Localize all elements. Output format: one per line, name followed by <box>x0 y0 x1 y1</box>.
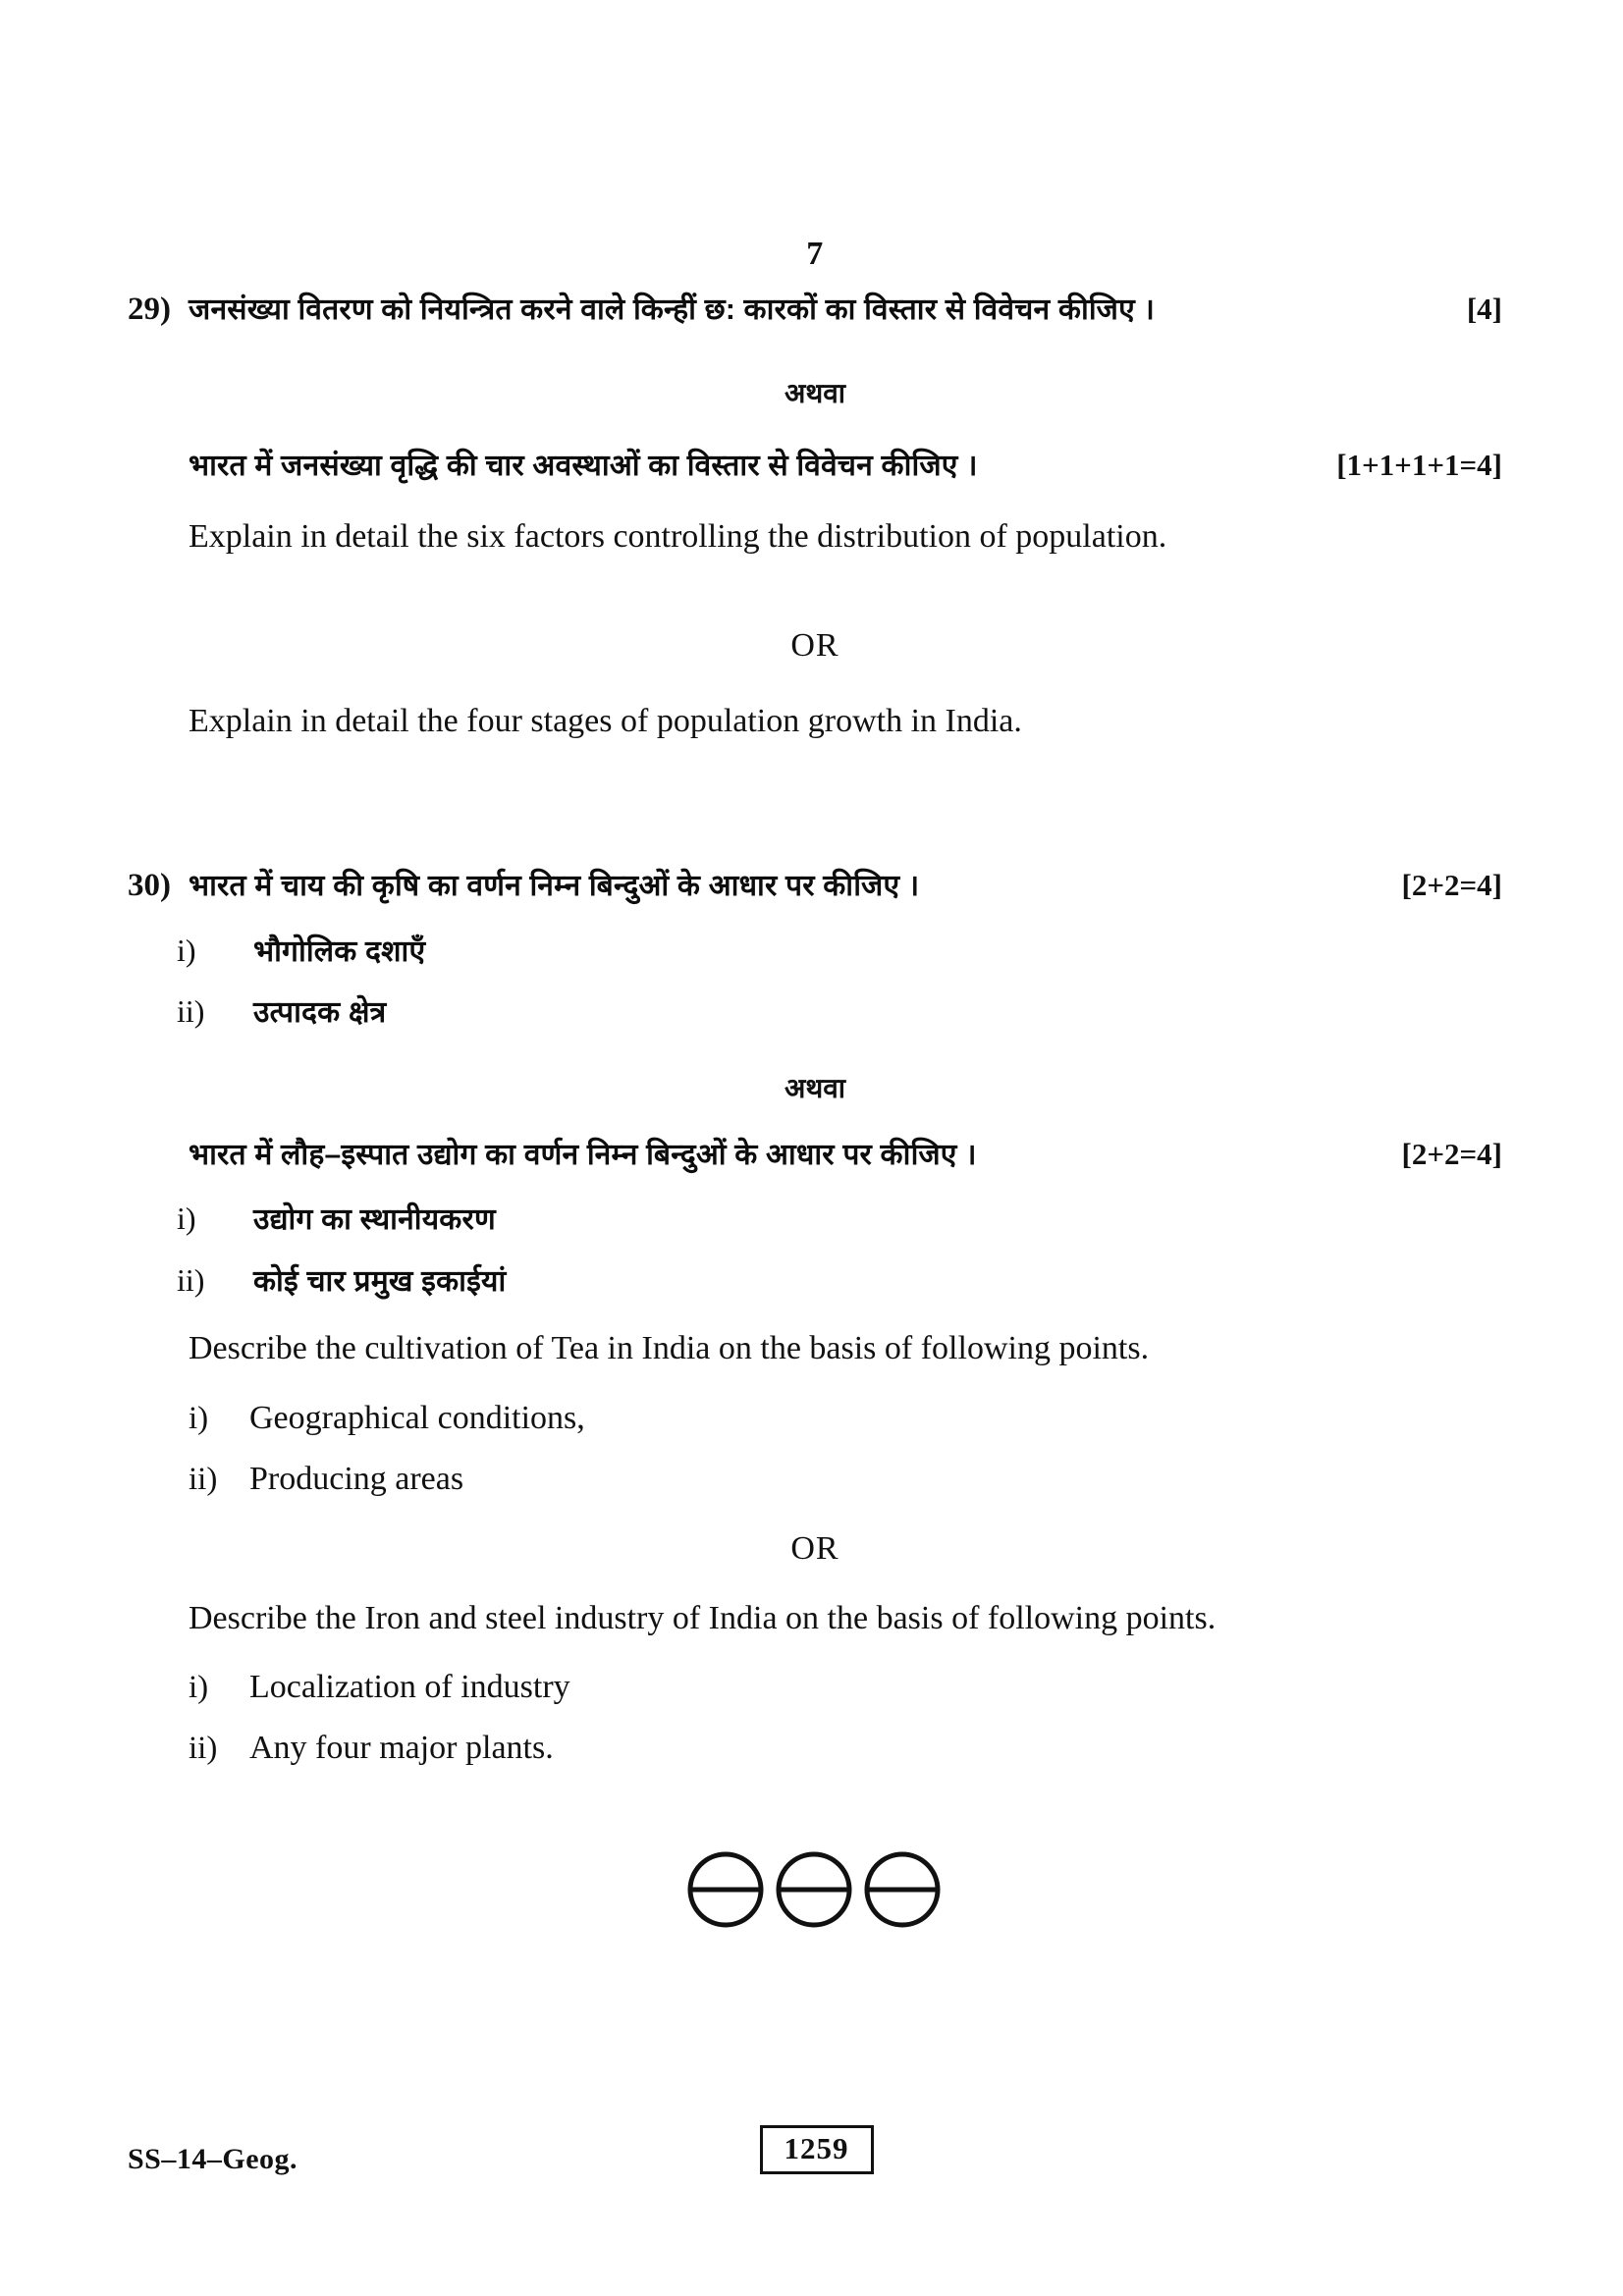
question-30-hindi-main-item-1 <box>128 933 1502 973</box>
question-30-or-english: OR <box>790 1529 839 1567</box>
question-29-hindi-alt-row <box>128 447 1502 487</box>
question-30-number: 30) <box>128 868 171 904</box>
question-29-hindi-main-marks: [4] <box>1466 292 1502 326</box>
question-30-hindi-main-item-2 <box>128 993 1502 1034</box>
question-block-30 <box>128 867 1502 1770</box>
question-30-english-alt-item-2-text: Any four major plants. <box>249 1730 554 1767</box>
question-30-hindi-alt-item-2 <box>128 1262 1502 1303</box>
page-content <box>128 236 1502 1932</box>
question-30-hindi-alt-item-1-text: उद्योग का स्थानीयकरण <box>253 1203 496 1237</box>
question-30-english-main-item-2-text: Producing areas <box>249 1460 464 1497</box>
question-30-english-alt-item-1 <box>128 1666 1502 1709</box>
question-30-english-main-row <box>128 1327 1502 1370</box>
question-30-english-main-item-1-inner <box>189 1397 585 1440</box>
paper-box-number: 1259 <box>760 2125 874 2174</box>
question-30-hindi-alt-row <box>128 1136 1502 1176</box>
question-30-english-alt-row <box>128 1597 1502 1640</box>
question-30-english-main-text: Describe the cultivation of Tea in India on the basis of following points. <box>189 1330 1150 1367</box>
question-29-hindi-main-text: जनसंख्या वितरण को नियन्त्रित करने वाले किन्हीं छ: कारकों का विस्तार से विवेचन कीजिए । <box>189 294 1156 326</box>
question-30-english-alt-item-2 <box>128 1727 1502 1770</box>
question-29-english-alt-row <box>128 700 1502 743</box>
question-30-hindi-alt-item-1-label: i) <box>177 1201 196 1237</box>
end-of-paper-ornament <box>128 1847 1502 1932</box>
question-30-english-alt-item-2-label: ii) <box>189 1731 218 1767</box>
question-30-english-alt-item-1-text: Localization of industry <box>249 1669 570 1706</box>
question-29-or-hindi: अथवा <box>784 377 846 408</box>
circle-with-bar-icon-group <box>682 1847 947 1932</box>
question-30-english-alt-item-1-label: i) <box>189 1670 209 1706</box>
question-block-29 <box>128 291 1502 743</box>
question-30-english-main-item-1 <box>128 1397 1502 1440</box>
question-29-number: 29) <box>128 292 171 327</box>
question-29-hindi-main-row <box>128 291 1502 331</box>
question-30-hindi-alt-text: भारत में लौह–इस्पात उद्योग का वर्णन निम्न बिन्दुओं के आधार पर कीजिए । <box>189 1138 977 1171</box>
question-30-hindi-main-item-2-label: ii) <box>177 993 205 1030</box>
question-30-hindi-main-row <box>128 867 1502 907</box>
question-30-english-alt-item-2-inner <box>189 1727 554 1770</box>
question-30-hindi-main-item-2-text: उत्पादक क्षेत्र <box>253 996 387 1030</box>
page-footer <box>128 2108 1505 2176</box>
question-30-english-main-item-2 <box>128 1458 1502 1501</box>
question-30-english-main-item-2-inner <box>189 1458 463 1501</box>
question-30-english-alt-text: Describe the Iron and steel industry of India on the basis of following points. <box>189 1599 1217 1636</box>
page-number: 7 <box>806 236 824 272</box>
question-30-english-main-item-1-text: Geographical conditions, <box>249 1399 585 1436</box>
question-30-hindi-main-item-1-text: भौगोलिक दशाएँ <box>253 934 426 968</box>
question-30-english-main-item-1-label: i) <box>189 1400 209 1436</box>
question-30-hindi-alt-marks: [2+2=4] <box>1401 1136 1502 1171</box>
question-30-hindi-alt-item-2-label: ii) <box>177 1261 205 1298</box>
question-29-english-main-row <box>128 515 1502 559</box>
paper-code: SS–14–Geog. <box>128 2143 298 2175</box>
question-30-hindi-alt-item-1 <box>128 1201 1502 1241</box>
question-29-english-alt-text: Explain in detail the four stages of population growth in India. <box>189 703 1022 740</box>
question-30-english-alt-item-1-inner <box>189 1666 570 1709</box>
question-30-english-main-item-2-label: ii) <box>189 1461 218 1497</box>
question-29-hindi-alt-marks: [1+1+1+1=4] <box>1336 447 1502 482</box>
question-29-or-english: OR <box>790 627 839 665</box>
question-29-hindi-alt-text: भारत में जनसंख्या वृद्धि की चार अवस्थाओं का विस्तार से विवेचन कीजिए । <box>189 449 978 482</box>
question-29-english-main-text: Explain in detail the six factors controlling the distribution of population. <box>189 518 1167 555</box>
question-30-hindi-main-text: भारत में चाय की कृषि का वर्णन निम्न बिन्दुओं के आधार पर कीजिए । <box>189 870 920 903</box>
question-30-hindi-main-marks: [2+2=4] <box>1401 868 1502 903</box>
question-30-hindi-alt-item-2-text: कोई चार प्रमुख इकाईयां <box>253 1264 507 1298</box>
question-30-or-hindi: अथवा <box>784 1072 846 1103</box>
question-30-hindi-main-item-1-label: i) <box>177 932 196 968</box>
